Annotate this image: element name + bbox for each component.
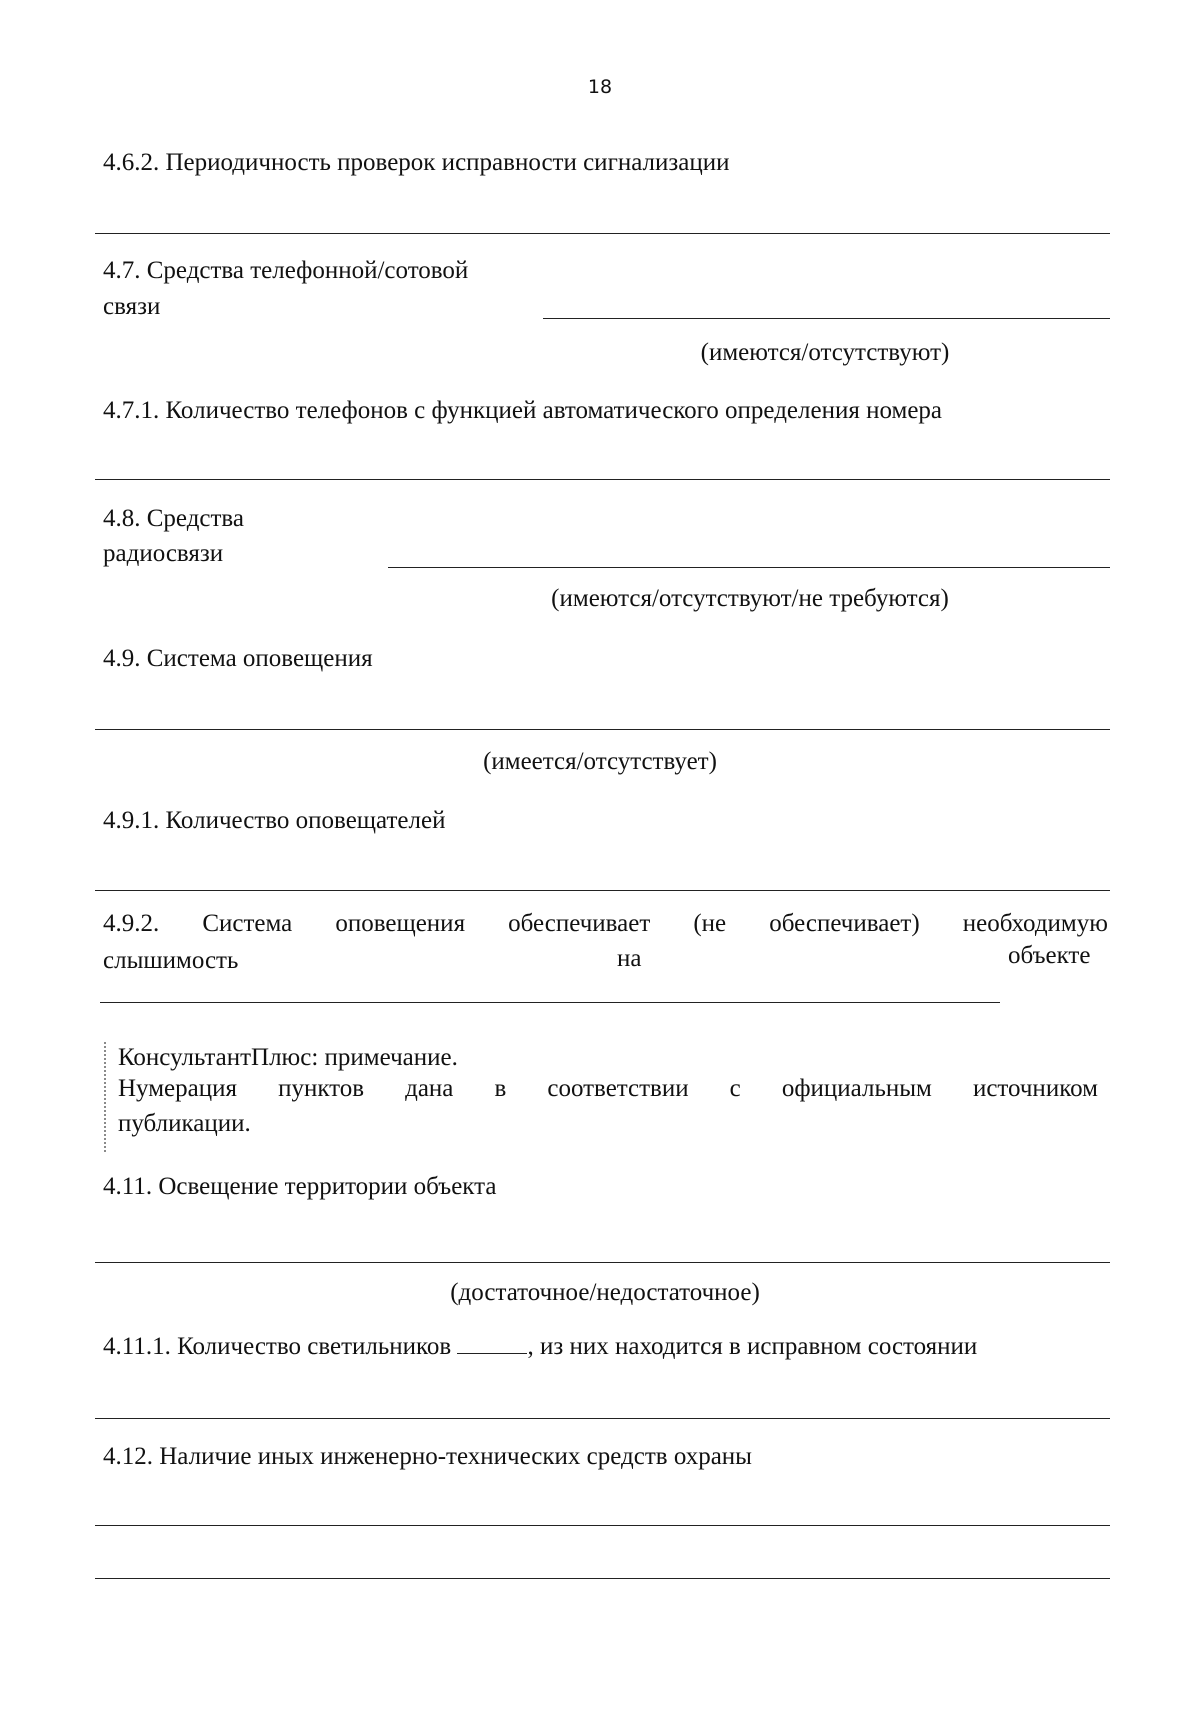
item-4-11-1-text-a: 4.11.1. Количество светильников	[103, 1333, 452, 1360]
page-number: 18	[587, 76, 613, 98]
word: Нумерация	[118, 1075, 237, 1102]
hint-4-11: (достаточное/недостаточное)	[450, 1279, 760, 1306]
item-4-7-line2: связи	[103, 293, 161, 320]
item-4-9: 4.9. Система оповещения	[103, 645, 373, 672]
item-4-8-line2: радиосвязи	[103, 540, 224, 567]
word: необходимую	[962, 910, 1108, 937]
answer-line-4-7-1[interactable]	[95, 479, 1110, 480]
answer-line-4-12-a[interactable]	[95, 1525, 1110, 1526]
item-4-9-2-word-object: объекте	[1008, 942, 1091, 969]
word: соответствии	[547, 1075, 689, 1102]
word: пунктов	[278, 1075, 365, 1102]
note-line2	[118, 1075, 1098, 1103]
word: обеспечивает	[508, 910, 651, 937]
word: (не	[693, 910, 727, 937]
item-4-11-1-text-b: , из них находится в исправном состоянии	[527, 1333, 978, 1360]
item-4-11: 4.11. Освещение территории объекта	[103, 1173, 497, 1200]
answer-line-4-9-1[interactable]	[95, 890, 1110, 891]
item-4-11-1	[103, 1331, 977, 1362]
answer-line-4-11-1[interactable]	[95, 1418, 1110, 1419]
item-4-9-1: 4.9.1. Количество оповещателей	[103, 807, 446, 834]
word: оповещения	[335, 910, 466, 937]
word: 4.9.2.	[103, 910, 160, 937]
answer-line-4-7[interactable]	[543, 318, 1110, 319]
word: Система	[202, 910, 293, 937]
item-4-12: 4.12. Наличие иных инженерно-технических средств охраны	[103, 1443, 752, 1470]
word: дана	[405, 1075, 454, 1102]
word: обеспечивает)	[769, 910, 920, 937]
hint-4-8: (имеются/отсутствуют/не требуются)	[551, 585, 949, 612]
lamp-count-blank[interactable]	[457, 1335, 527, 1354]
answer-line-4-12-b[interactable]	[95, 1578, 1110, 1579]
answer-line-4-11[interactable]	[95, 1262, 1110, 1263]
item-4-7-1: 4.7.1. Количество телефонов с функцией автоматического определения номера	[103, 397, 943, 424]
item-4-9-2-word-hearing: слышимость	[103, 947, 239, 974]
item-4-9-2-line1	[103, 910, 1108, 938]
item-4-6-2: 4.6.2. Периодичность проверок исправности сигнализации	[103, 149, 730, 176]
word: с	[729, 1075, 741, 1102]
item-4-8-line1: 4.8. Средства	[103, 505, 245, 532]
note-margin-marker	[104, 1042, 106, 1152]
note-line3: публикации.	[118, 1110, 251, 1137]
hint-4-9: (имеется/отсутствует)	[483, 748, 717, 775]
word: в	[494, 1075, 507, 1102]
answer-line-4-6-2[interactable]	[95, 233, 1110, 234]
word: источником	[972, 1075, 1098, 1102]
item-4-9-2-word-on: на	[617, 945, 642, 972]
answer-line-4-9-2[interactable]	[100, 1002, 1000, 1003]
answer-line-4-9[interactable]	[95, 729, 1110, 730]
note-title: КонсультантПлюс: примечание.	[118, 1044, 458, 1071]
hint-4-7: (имеются/отсутствуют)	[700, 339, 950, 366]
item-4-7-line1: 4.7. Средства телефонной/сотовой	[103, 257, 469, 284]
word: официальным	[781, 1075, 932, 1102]
answer-line-4-8[interactable]	[388, 567, 1110, 568]
